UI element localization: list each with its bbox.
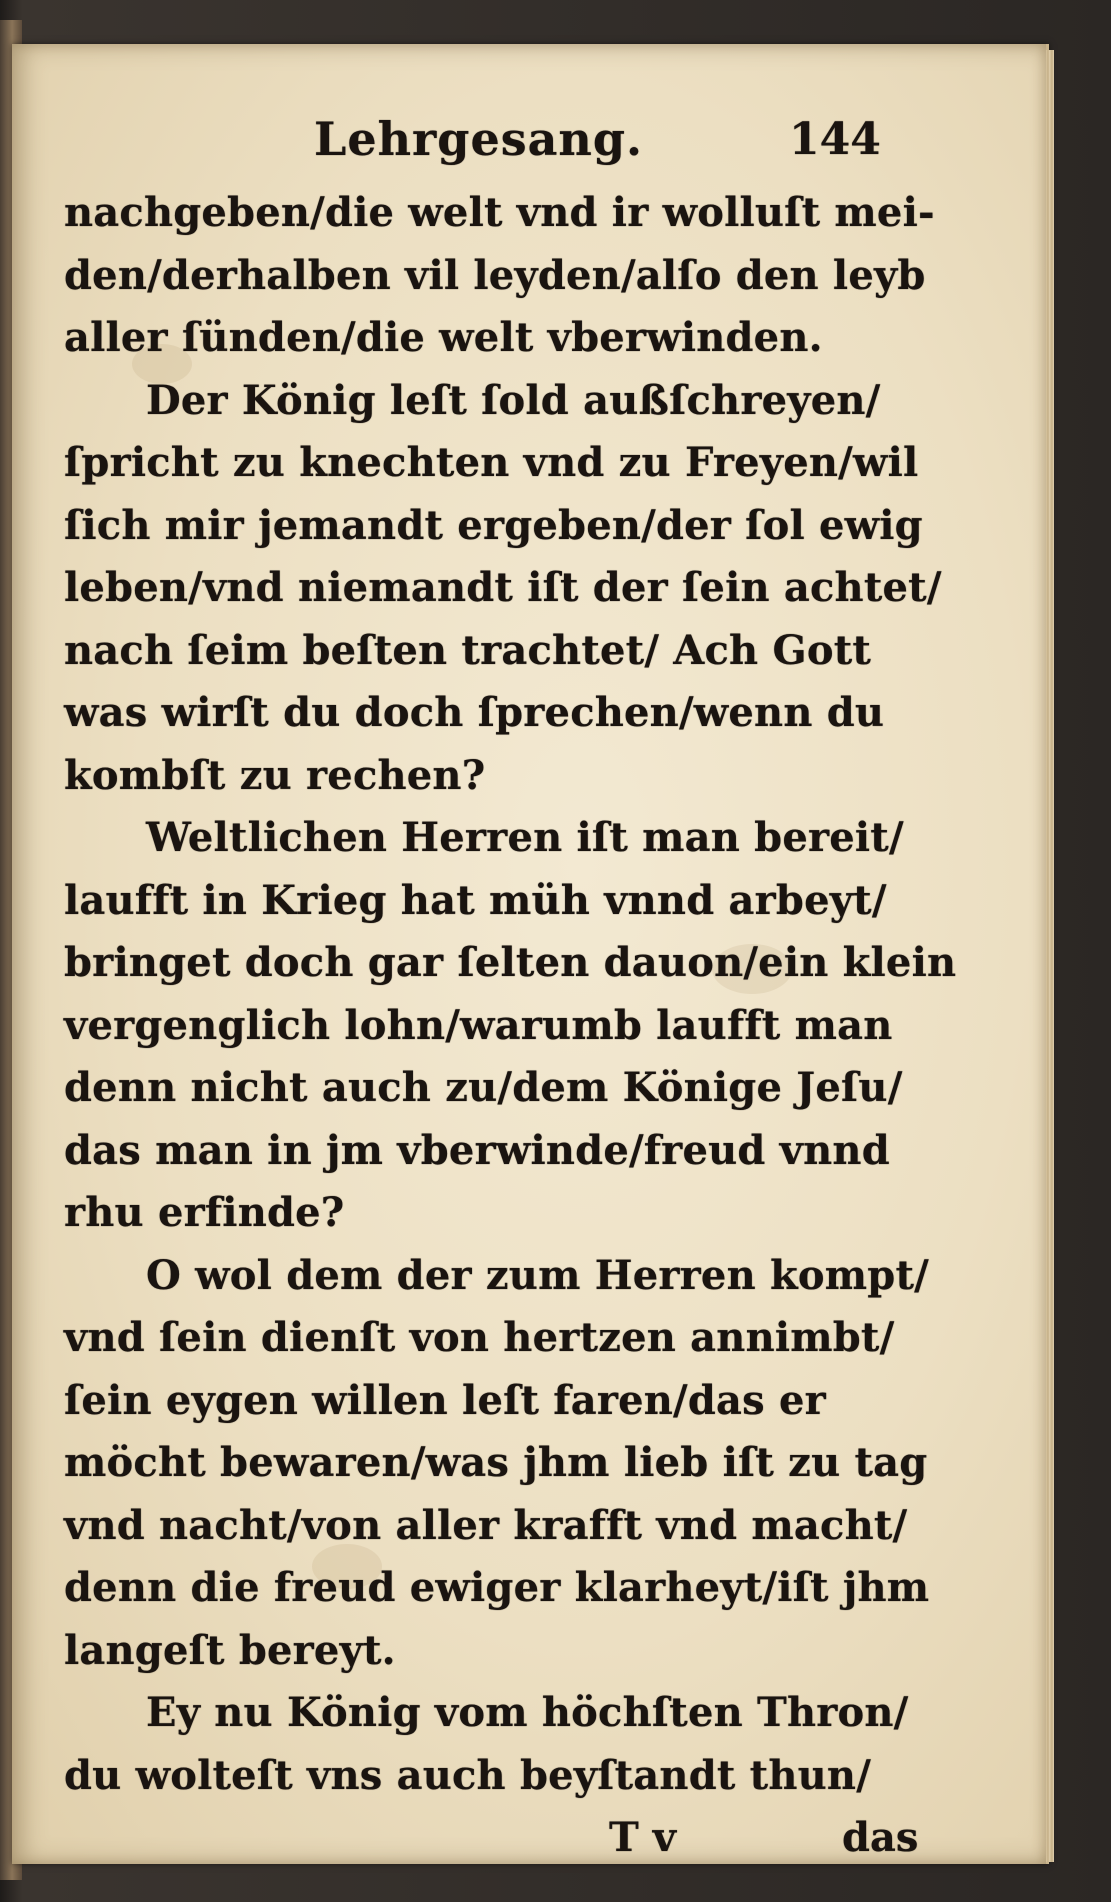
text-line: denn die freud ewiger klarheyt/iſt jhm xyxy=(64,1564,930,1611)
text-line: vnd ſein dienſt von hertzen annimbt/ xyxy=(64,1314,895,1361)
text-line: kombſt zu rechen? xyxy=(64,751,486,799)
body-text xyxy=(64,182,957,1807)
page-header xyxy=(64,108,944,182)
text-line: langeſt bereyt. xyxy=(64,1626,396,1674)
text-line: aller ſünden/die welt vberwinden. xyxy=(64,314,823,361)
signature-mark: T v xyxy=(609,1814,676,1861)
text-line: leben/vnd niemandt iſt der ſein achtet/ xyxy=(64,564,942,611)
text-line: denn nicht auch zu/dem Könige Jeſu/ xyxy=(64,1064,903,1111)
text-line: rhu erfinde? xyxy=(64,1189,345,1236)
text-line: nachgeben/die welt vnd ir wolluſt mei- xyxy=(64,189,935,236)
text-line: nach ſeim beſten trachtet/ Ach Gott xyxy=(64,626,872,674)
text-line: Weltlichen Herren iſt man bereit/ xyxy=(146,814,904,861)
page-edge xyxy=(1046,50,1054,1862)
printed-text xyxy=(64,108,957,1869)
text-line: möcht bewaren/was jhm lieb iſt zu tag xyxy=(64,1439,928,1486)
catchword: das xyxy=(842,1814,919,1861)
page-number: 144 xyxy=(789,114,881,165)
text-line: O wol dem der zum Herren kompt/ xyxy=(146,1251,929,1299)
text-line: das man in jm vberwinde/freud vnnd xyxy=(64,1126,890,1174)
text-line: Ey nu König vom höchſten Thron/ xyxy=(146,1689,909,1736)
text-line: du wolteſt vns auch beyſtandt thun/ xyxy=(64,1751,871,1799)
text-line: Der König leſt ſold außſchreyen/ xyxy=(146,376,881,424)
text-line: ſich mir jemandt ergeben/der ſol ewig xyxy=(64,501,923,549)
text-line: vnd nacht/von aller krafft vnd macht/ xyxy=(64,1501,908,1549)
running-title: Lehrgesang. xyxy=(314,112,644,166)
page-footer xyxy=(64,1807,944,1869)
text-line: vergenglich lohn/warumb laufft man xyxy=(64,1001,893,1049)
text-line: den/derhalben vil leyden/alſo den leyb xyxy=(64,251,926,299)
text-line: was wirſt du doch ſprechen/wenn du xyxy=(64,689,885,736)
text-line: bringet doch gar ſelten dauon/ein klein xyxy=(64,939,957,986)
text-line: ſpricht zu knechten vnd zu Freyen/wil xyxy=(64,439,919,486)
text-line: ſein eygen willen leſt faren/das er xyxy=(64,1376,826,1424)
text-line: laufft in Krieg hat müh vnnd arbeyt/ xyxy=(64,876,887,924)
